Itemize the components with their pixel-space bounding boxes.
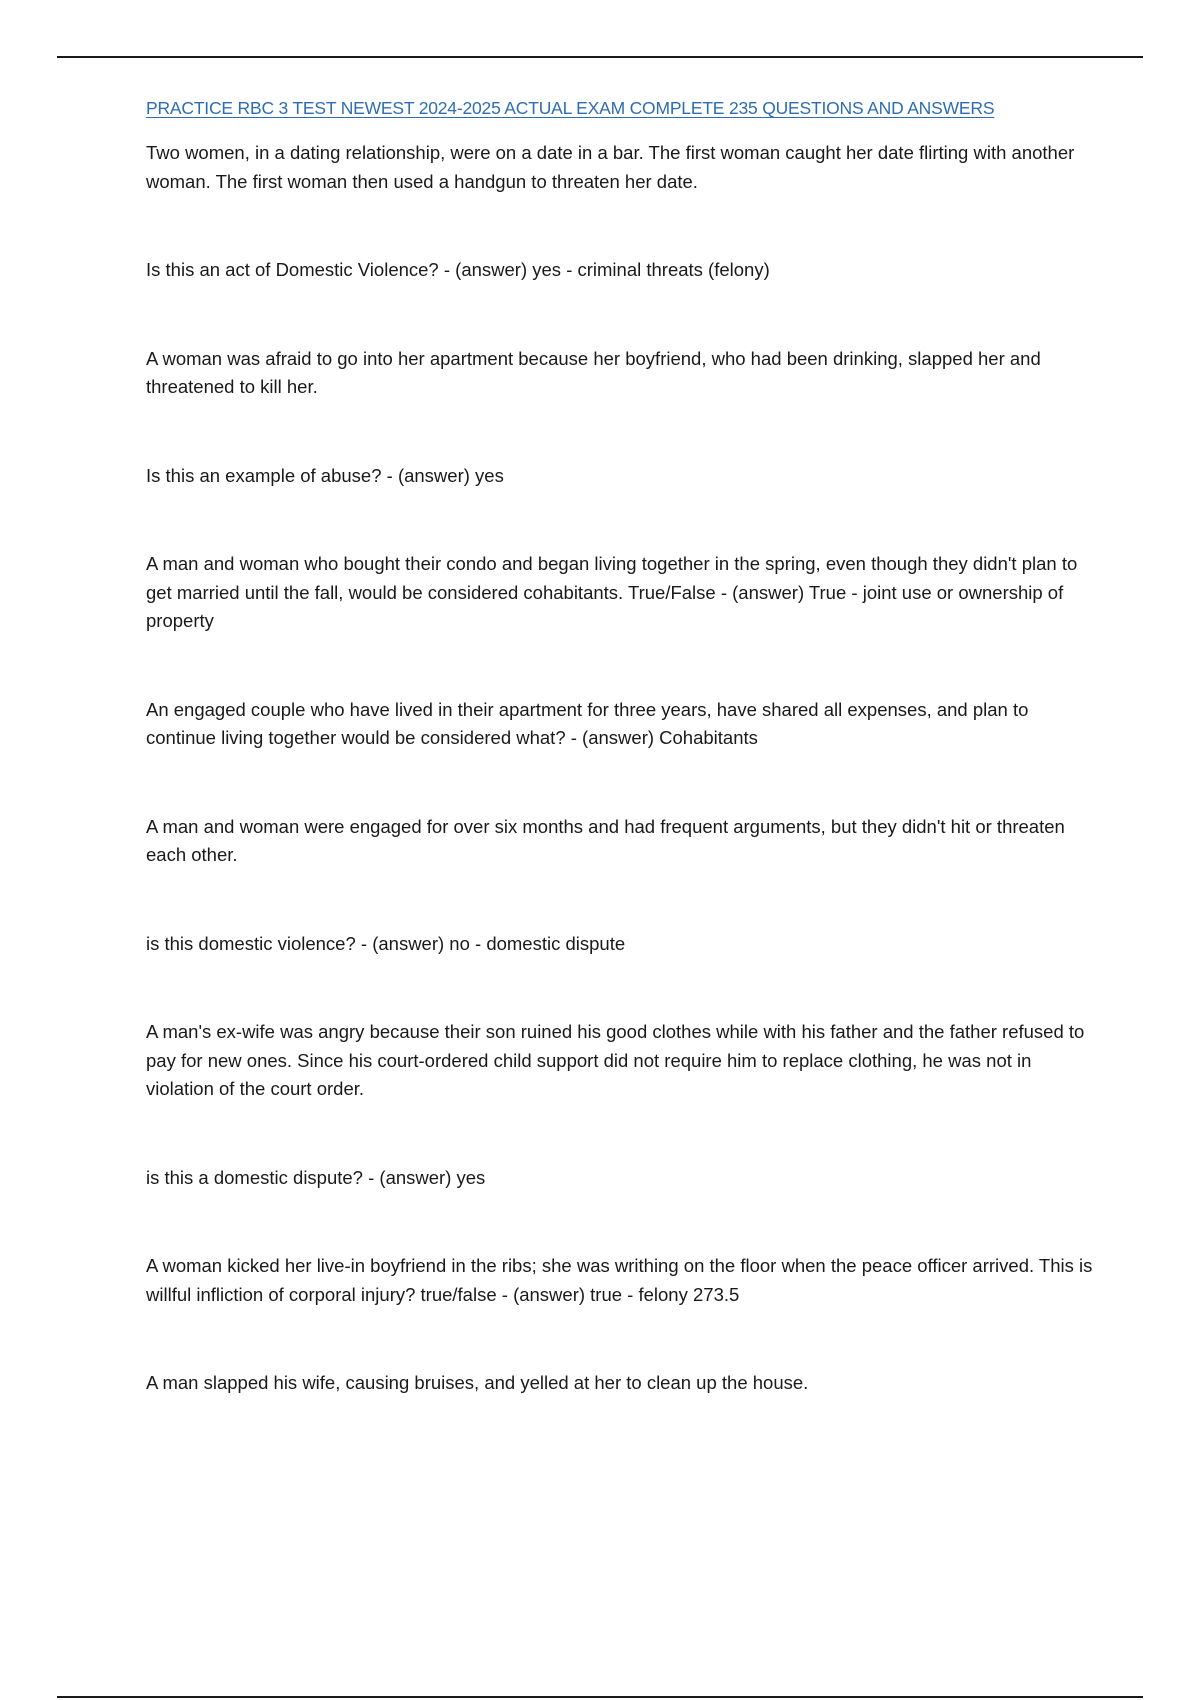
- question-answer: An engaged couple who have lived in their apartment for three years, have shared all expenses, and plan to continue living together would be considered what? - (answer) Cohabitants: [146, 698, 1029, 748]
- question-answer: A man and woman who bought their condo and began living together in the spring, even though they didn't plan to get married until the fall, would be considered cohabitants. True/False - (answer) True - joint use or ownership of property: [146, 553, 1078, 631]
- question-answer: A woman kicked her live-in boyfriend in the ribs; she was writhing on the floor when the peace officer arrived. This is willful infliction of corporal injury? true/false - (answer) true - felony 273.5: [146, 1255, 1093, 1305]
- document-body: [146, 98, 1096, 1398]
- question-paragraph: A man's ex-wife was angry because their son ruined his good clothes while with his father and the father refused to pay for new ones. Since his court-ordered child support did not require him to replace clothing, he was not in violation of the court order.: [146, 1021, 1085, 1099]
- document-title[interactable]: PRACTICE RBC 3 TEST NEWEST 2024-2025 ACTUAL EXAM COMPLETE 235 QUESTIONS AND ANSWERS: [146, 98, 995, 118]
- question-answer: Is this an act of Domestic Violence? - (answer) yes - criminal threats (felony): [146, 259, 770, 280]
- question-paragraph: Two women, in a dating relationship, were on a date in a bar. The first woman caught her date flirting with another woman. The first woman then used a handgun to threaten her date.: [146, 142, 1075, 192]
- top-rule: [57, 56, 1143, 58]
- question-answer: Is this an example of abuse? - (answer) yes: [146, 464, 504, 486]
- question-paragraph: A man slapped his wife, causing bruises, and yelled at her to clean up the house.: [146, 1372, 809, 1393]
- question-answer: is this a domestic dispute? - (answer) yes: [146, 1166, 486, 1188]
- bottom-rule: [57, 1696, 1143, 1698]
- question-paragraph: A man and woman were engaged for over six months and had frequent arguments, but they didn't hit or threaten each other.: [146, 815, 1065, 865]
- question-answer: is this domestic violence? - (answer) no - domestic dispute: [146, 932, 626, 954]
- question-paragraph: A woman was afraid to go into her apartment because her boyfriend, who had been drinking, slapped her and threatened to kill her.: [146, 347, 1041, 397]
